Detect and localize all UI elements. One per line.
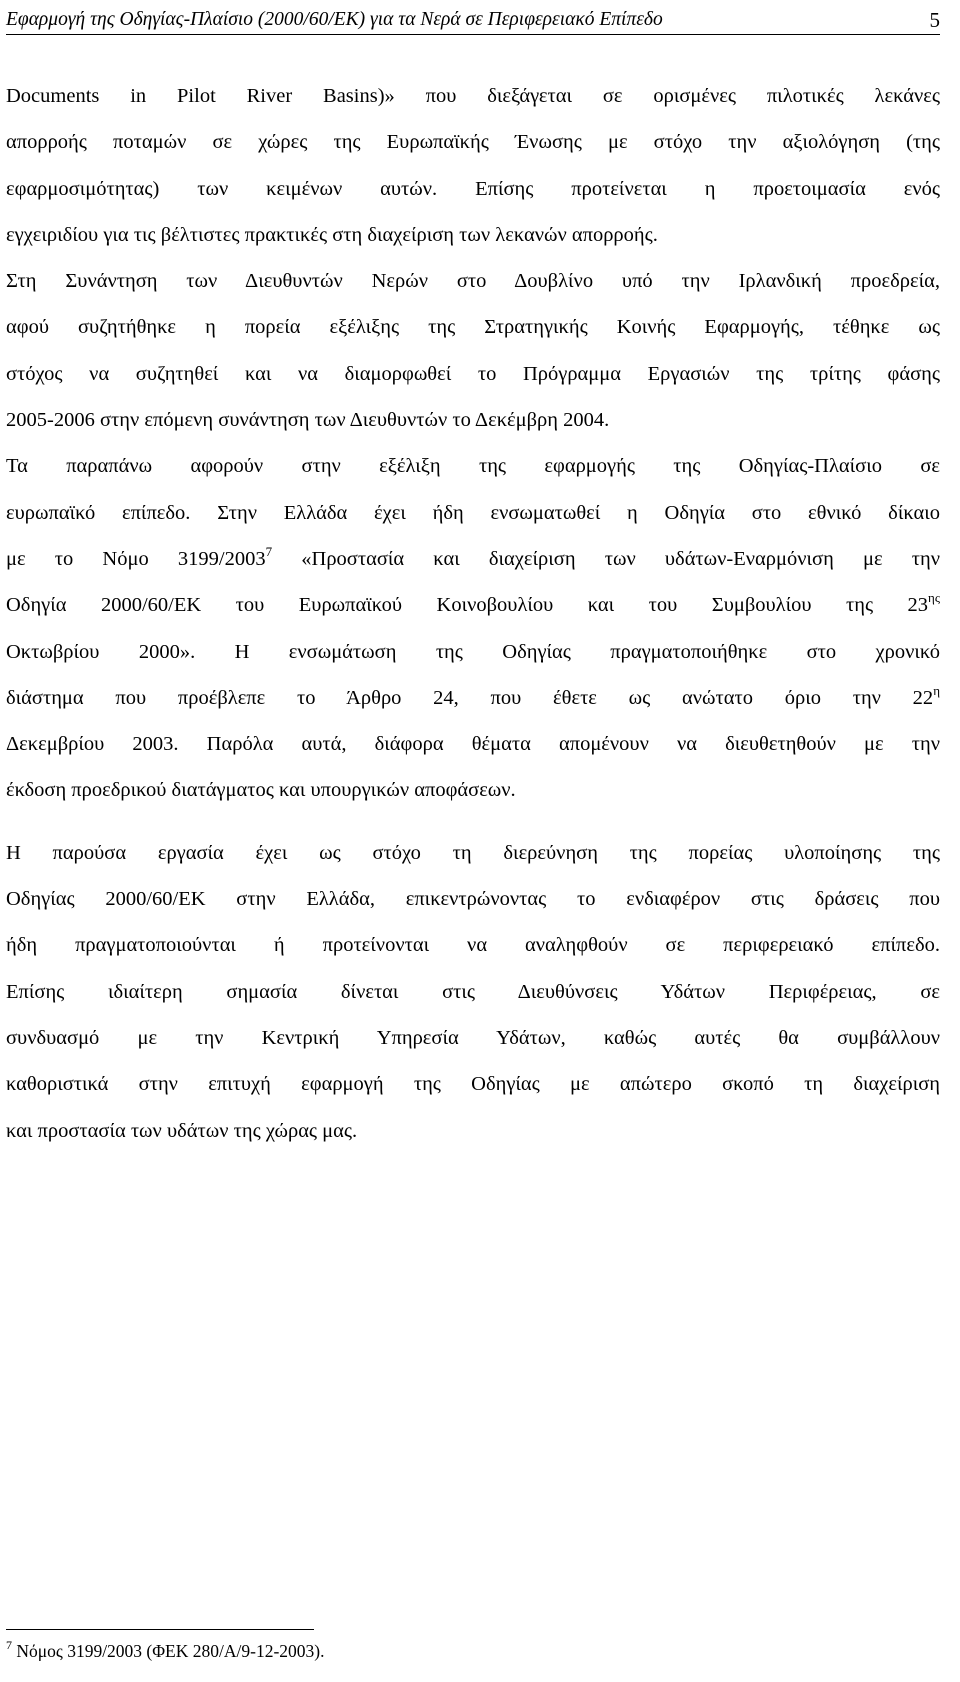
ordinal-suffix: ης [928,590,940,606]
text-segment: διάστημα που προέβλεπε το Άρθρο 24, που έθετε ως ανώτατο όριο την 22 [6,686,934,709]
text-line: Δεκεμβρίου 2003. Παρόλα αυτά, διάφορα θέματα απομένουν να διευθετηθούν με την [6,733,940,756]
text-line: στόχος να συζητηθεί και να διαμορφωθεί το Πρόγραμμα Εργασιών της τρίτης φάσης [6,362,940,385]
text-line [6,675,940,721]
paragraph-4 [6,830,940,1154]
text-segment: Οδηγία 2000/60/ΕΚ του Ευρωπαϊκού Κοινοβουλίου και του Συμβουλίου της 23 [6,594,929,617]
footnote-mark: 7 [6,1638,12,1652]
text-segment: «Προστασία και διαχείριση των υδάτων-Εναρμόνιση με την [272,547,940,570]
footnote-separator [6,1629,314,1630]
paragraph-2 [6,258,940,443]
header-title: Εφαρμογή της Οδηγίας-Πλαίσιο (2000/60/ΕΚ) για τα Νερά σε Περιφερειακό Επίπεδο [6,9,663,30]
text-line: Τα παραπάνω αφορούν στην εξέλιξη της εφαρμογής της Οδηγίας-Πλαίσιο σε [6,455,940,478]
text-line: Οδηγίας 2000/60/ΕΚ στην Ελλάδα, επικεντρώνοντας το ενδιαφέρον στις δράσεις που [6,888,940,911]
body-text [6,73,940,1154]
footnote [6,1638,324,1664]
paragraph-1 [6,73,940,258]
text-segment: με το Νόμο 3199/2003 [6,547,266,570]
text-line: καθοριστικά στην επιτυχή εφαρμογή της Οδηγίας με απώτερο σκοπό τη διαχείριση [6,1073,940,1096]
text-line: έκδοση προεδρικού διατάγματος και υπουργικών αποφάσεων. [6,779,516,802]
text-line: αφού συζητήθηκε η πορεία εξέλιξης της Στρατηγικής Κοινής Εφαρμογής, τέθηκε ως [6,316,940,339]
text-line: Επίσης ιδιαίτερη σημασία δίνεται στις Διευθύνσεις Υδάτων Περιφέρειας, σε [6,980,940,1003]
text-line: απορροής ποταμών σε χώρες της Ευρωπαϊκής Ένωσης με στόχο την αξιολόγηση (της [6,131,940,154]
ordinal-suffix: η [933,682,940,698]
text-line: 2005-2006 στην επόμενη συνάντηση των Διευθυντών το Δεκέμβρη 2004. [6,409,610,432]
text-line [6,536,940,582]
running-header [6,6,940,34]
text-line: ήδη πραγματοποιούνται ή προτείνονται να αναληφθούν σε περιφερειακό επίπεδο. [6,934,940,957]
text-line: Η παρούσα εργασία έχει ως στόχο τη διερεύνηση της πορείας υλοποίησης της [6,841,940,864]
text-line: και προστασία των υδάτων της χώρας μας. [6,1119,358,1142]
header-rule [6,34,940,35]
paragraph-3 [6,443,940,813]
text-line: Στη Συνάντηση των Διευθυντών Νερών στο Δουβλίνο υπό την Ιρλανδική προεδρεία, [6,270,940,293]
text-line: ευρωπαϊκό επίπεδο. Στην Ελλάδα έχει ήδη ενσωματωθεί η Οδηγία στο εθνικό δίκαιο [6,501,940,524]
page-number: 5 [929,8,940,32]
paragraph-gap [6,814,940,830]
text-line [6,582,940,628]
text-line: εφαρμοσιμότητας) των κειμένων αυτών. Επίσης προτείνεται η προετοιμασία ενός [6,177,940,200]
text-line: Οκτωβρίου 2000». Η ενσωμάτωση της Οδηγίας πραγματοποιήθηκε στο χρονικό [6,640,940,663]
text-line: Documents in Pilot River Basins)» που διεξάγεται σε ορισμένες πιλοτικές λεκάνες [6,85,940,107]
text-line: συνδυασμό με την Κεντρική Υπηρεσία Υδάτων, καθώς αυτές θα συμβάλλουν [6,1026,940,1049]
footnote-text: Νόμος 3199/2003 (ΦΕΚ 280/Α/9-12-2003). [12,1641,325,1661]
footnote-reference: 7 [265,543,273,559]
text-line: εγχειριδίου για τις βέλτιστες πρακτικές στη διαχείριση των λεκανών απορροής. [6,223,658,246]
